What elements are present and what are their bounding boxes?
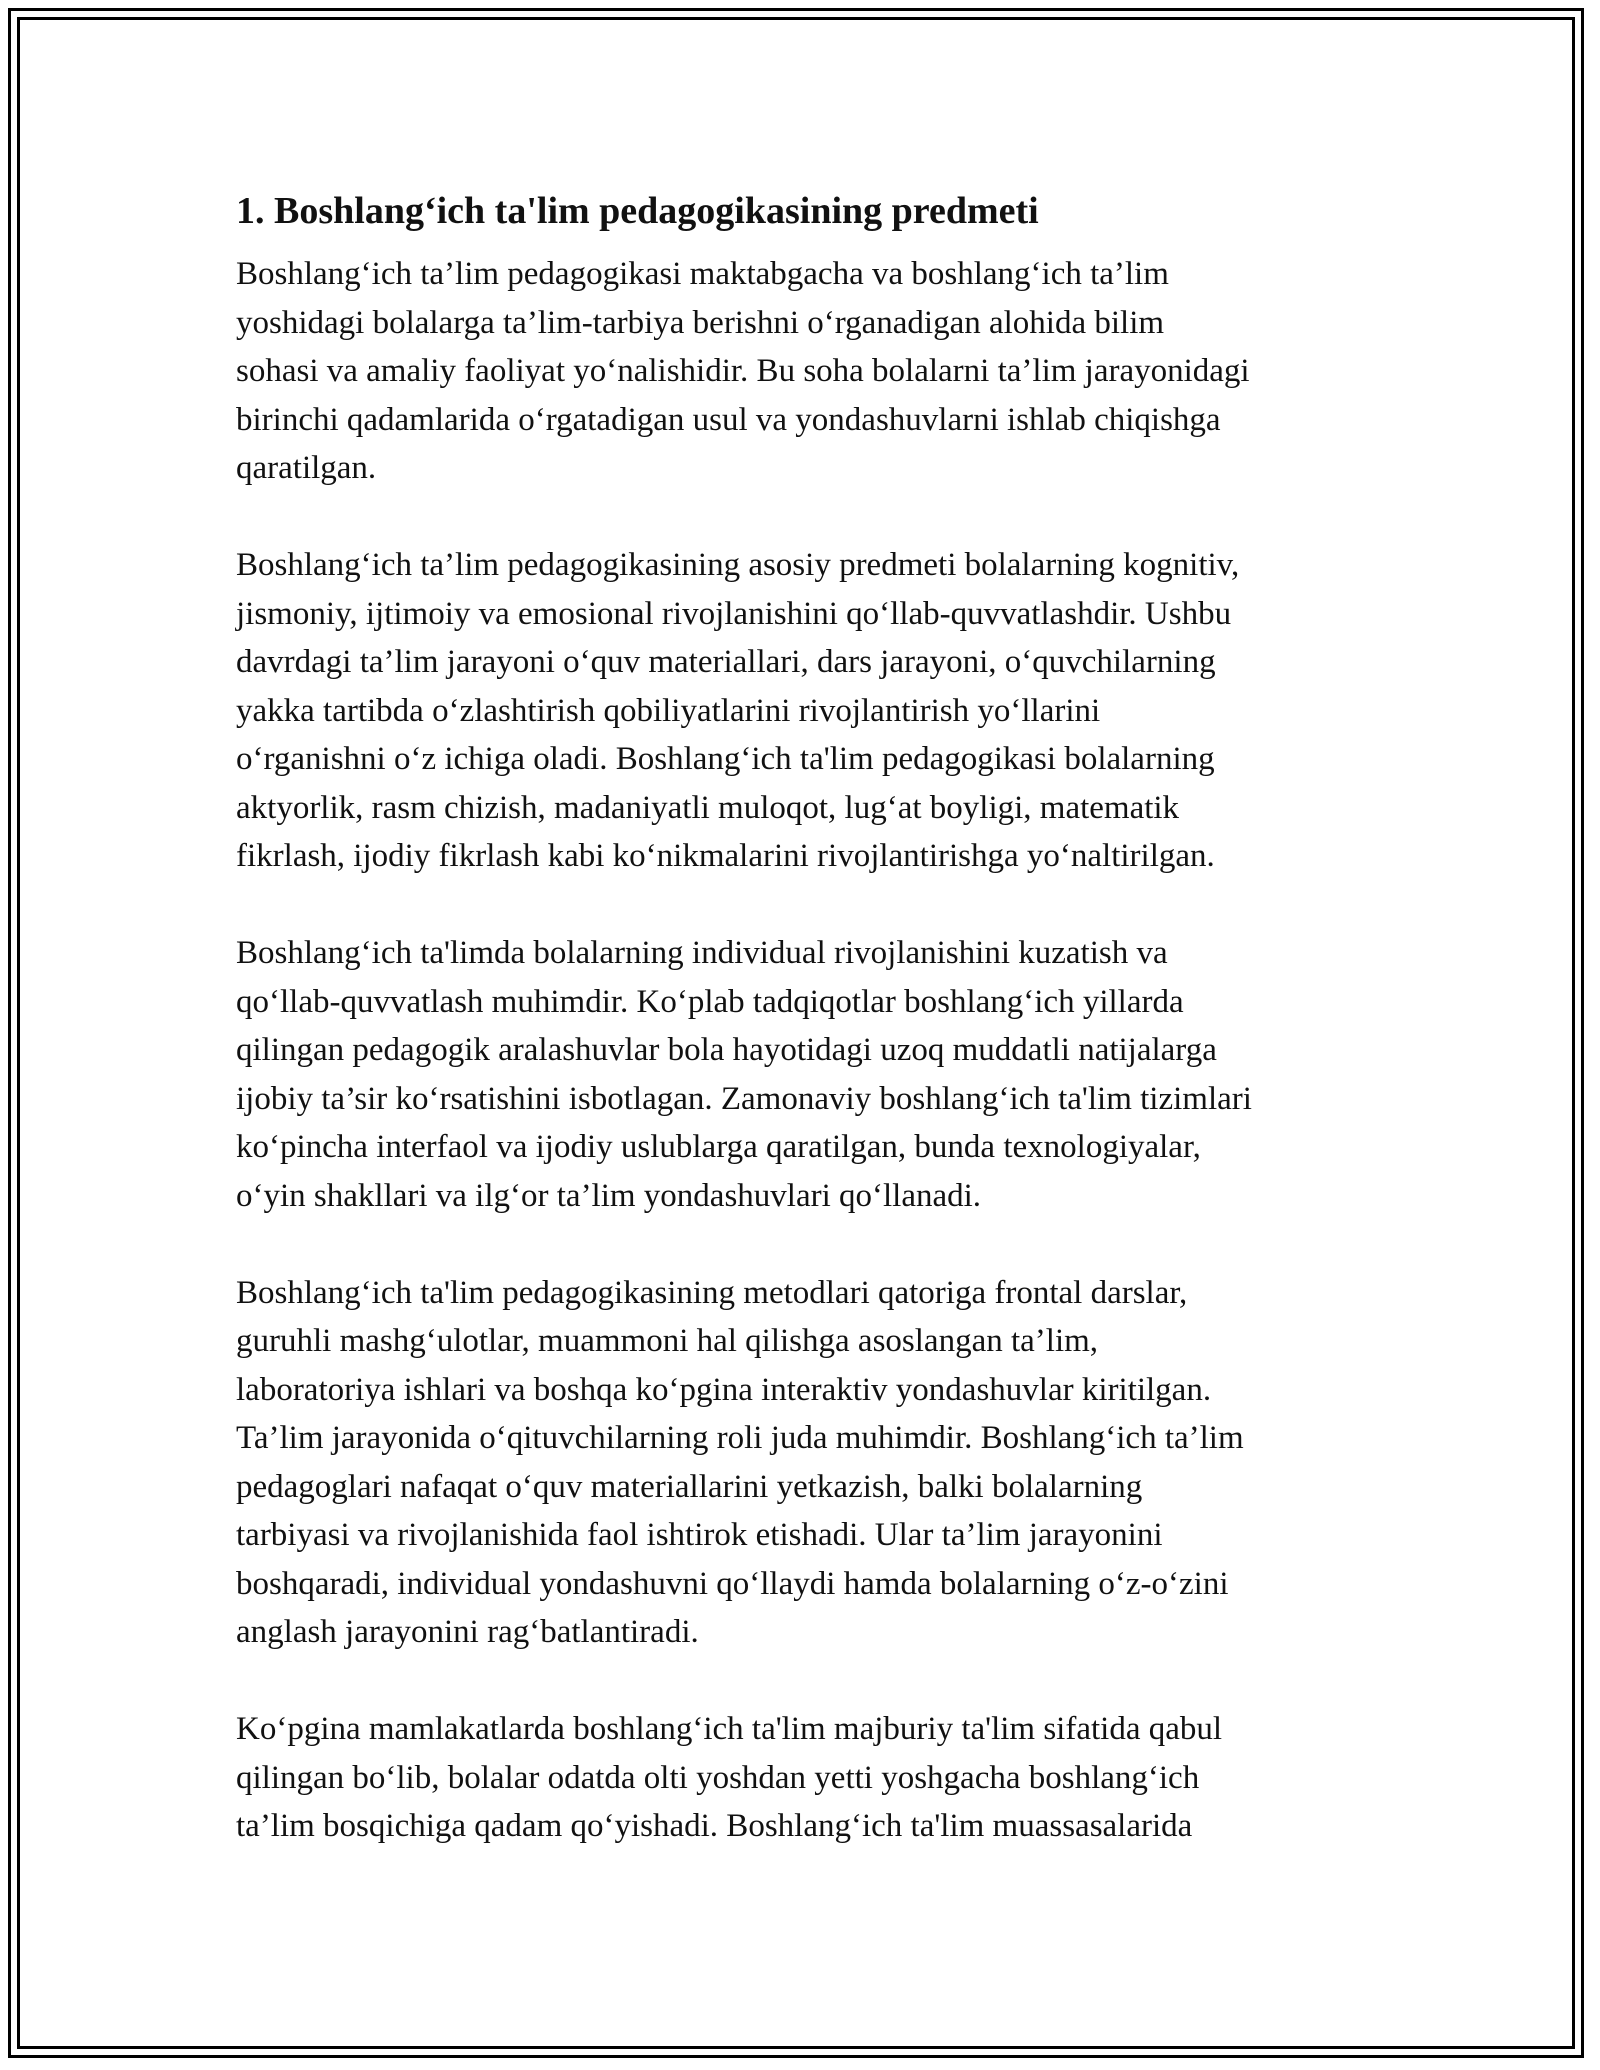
paragraph (236, 1705, 1376, 1851)
paragraph-line: fikrlash, ijodiy fikrlash kabi ko‘nikmalarini rivojlantirishga yo‘naltirilgan. (236, 838, 1215, 874)
paragraph-line: aktyorlik, rasm chizish, madaniyatli muloqot, lug‘at boyligi, matematik (236, 789, 1180, 826)
paragraph-line: Boshlang‘ich ta'lim pedagogikasining metodlari qatoriga frontal darslar, (236, 1274, 1188, 1311)
paragraph-line: anglash jarayonini rag‘batlantiradi. (236, 1614, 699, 1650)
paragraph (236, 1269, 1376, 1657)
paragraph-line: tarbiyasi va rivojlanishida faol ishtirok etishadi. Ular ta’lim jarayonini (236, 1517, 1163, 1553)
paragraph-line: Ta’lim jarayonida o‘qituvchilarning roli juda muhimdir. Boshlang‘ich ta’lim (236, 1420, 1244, 1456)
paragraph-line: boshqaradi, individual yondashuvni qo‘llaydi hamda bolalarning o‘z-o‘zini (236, 1565, 1229, 1602)
paragraph-line: pedagoglari nafaqat o‘quv materiallarini yetkazish, balki bolalarning (236, 1468, 1143, 1505)
section-title: 1. Boshlang‘ich ta'lim pedagogikasining predmeti (236, 190, 1039, 232)
paragraph-line: yoshidagi bolalarga ta’lim-tarbiya berishni o‘rganadigan alohida bilim (236, 304, 1165, 341)
paragraph-line: Boshlang‘ich ta’lim pedagogikasining asosiy predmeti bolalarning kognitiv, (236, 547, 1240, 583)
paragraph-line: qilingan pedagogik aralashuvlar bola hayotidagi uzoq muddatli natijalarga (236, 1032, 1217, 1068)
paragraph-line: Ko‘pgina mamlakatlarda boshlang‘ich ta'lim majburiy ta'lim sifatida qabul (236, 1711, 1223, 1747)
paragraphs-container (236, 250, 1376, 1851)
paragraph-line: ko‘pincha interfaol va ijodiy uslublarga qaratilgan, bunda texnologiyalar, (236, 1129, 1201, 1165)
paragraph (236, 541, 1376, 881)
paragraph-line: jismoniy, ijtimoiy va emosional rivojlanishini qo‘llab-quvvatlashdir. Ushbu (236, 595, 1232, 632)
paragraph (236, 250, 1376, 493)
paragraph-line: birinchi qadamlarida o‘rgatadigan usul va yondashuvlarni ishlab chiqishga (236, 401, 1221, 438)
paragraph-line: Boshlang‘ich ta’lim pedagogikasi maktabgacha va boshlang‘ich ta’lim (236, 256, 1169, 292)
paragraph-line: davrdagi ta’lim jarayoni o‘quv materiallari, dars jarayoni, o‘quvchilarning (236, 644, 1216, 680)
paragraph-line: Boshlang‘ich ta'limda bolalarning individual rivojlanishini kuzatish va (236, 935, 1168, 971)
paragraph-line: ta’lim bosqichiga qadam qo‘yishadi. Boshlang‘ich ta'lim muassasalarida (236, 1808, 1193, 1844)
document-body (236, 186, 1376, 1899)
paragraph-line: guruhli mashg‘ulotlar, muammoni hal qilishga asoslangan ta’lim, (236, 1323, 1099, 1359)
paragraph-line: o‘yin shakllari va ilg‘or ta’lim yondashuvlari qo‘llanadi. (236, 1177, 982, 1214)
paragraph-line: o‘rganishni o‘z ichiga oladi. Boshlang‘ich ta'lim pedagogikasi bolalarning (236, 741, 1215, 777)
paragraph-line: qilingan bo‘lib, bolalar odatda olti yoshdan yetti yoshgacha boshlang‘ich (236, 1759, 1200, 1796)
paragraph-line: ijobiy ta’sir ko‘rsatishini isbotlagan. Zamonaviy boshlang‘ich ta'lim tizimlari (236, 1080, 1252, 1117)
paragraph-line: sohasi va amaliy faoliyat yo‘nalishidir. Bu soha bolalarni ta’lim jarayonidagi (236, 353, 1250, 389)
paragraph-line: qo‘llab-quvvatlash muhimdir. Ko‘plab tadqiqotlar boshlang‘ich yillarda (236, 983, 1184, 1020)
paragraph-line: laboratoriya ishlari va boshqa ko‘pgina interaktiv yondashuvlar kiritilgan. (236, 1371, 1212, 1408)
paragraph-line: qaratilgan. (236, 450, 377, 486)
paragraph (236, 929, 1376, 1220)
paragraph-line: yakka tartibda o‘zlashtirish qobiliyatlarini rivojlantirish yo‘llarini (236, 692, 1101, 729)
